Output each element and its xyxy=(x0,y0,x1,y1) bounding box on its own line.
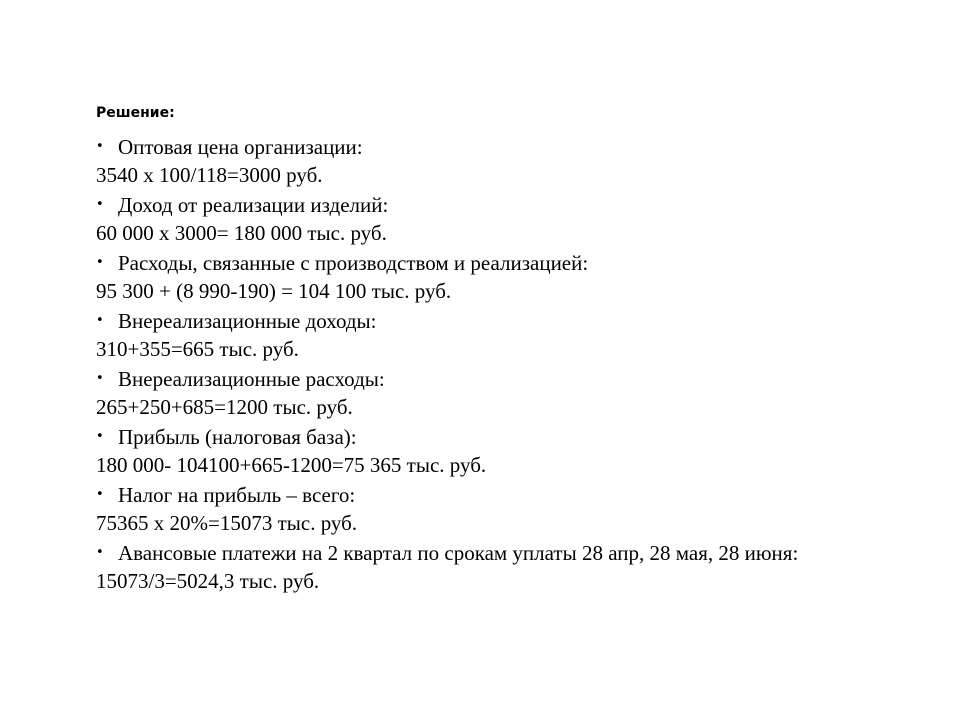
bullet-icon: • xyxy=(96,255,104,270)
bullet-icon: • xyxy=(96,139,104,154)
item-value: 310+355=665 тыс. руб. xyxy=(96,337,299,361)
item-label: Доход от реализации изделий: xyxy=(118,193,389,217)
solution-item xyxy=(96,132,936,190)
bullet-icon: • xyxy=(96,545,104,560)
item-value: 60 000 х 3000= 180 000 тыс. руб. xyxy=(96,221,387,245)
bullet-icon: • xyxy=(96,429,104,444)
item-value: 95 300 + (8 990-190) = 104 100 тыс. руб. xyxy=(96,279,452,303)
solution-heading: Решение: xyxy=(96,105,175,121)
bullet-icon: • xyxy=(96,371,104,386)
item-value: 180 000- 104100+665-1200=75 365 тыс. руб. xyxy=(96,453,487,477)
item-label: Внереализационные расходы: xyxy=(118,367,385,391)
item-value: 15073/3=5024,3 тыс. руб. xyxy=(96,569,320,593)
solution-item xyxy=(96,538,936,596)
solution-item xyxy=(96,306,936,364)
bullet-icon: • xyxy=(96,313,104,328)
bullet-icon: • xyxy=(96,487,104,502)
solution-content xyxy=(96,104,936,596)
solution-item xyxy=(96,190,936,248)
solution-item xyxy=(96,364,936,422)
bullet-icon: • xyxy=(96,197,104,212)
item-label: Авансовые платежи на 2 квартал по срокам уплаты 28 апр, 28 мая, 28 июня: xyxy=(118,541,799,565)
item-value: 75365 х 20%=15073 тыс. руб. xyxy=(96,511,358,535)
item-label: Прибыль (налоговая база): xyxy=(118,425,357,449)
solution-item xyxy=(96,248,936,306)
item-label: Расходы, связанные с производством и реализацией: xyxy=(118,251,589,275)
item-value: 3540 х 100/118=3000 руб. xyxy=(96,163,323,187)
item-label: Внереализационные доходы: xyxy=(118,309,377,333)
item-label: Налог на прибыль – всего: xyxy=(118,483,356,507)
solution-item xyxy=(96,480,936,538)
item-value: 265+250+685=1200 тыс. руб. xyxy=(96,395,353,419)
solution-item xyxy=(96,422,936,480)
item-label: Оптовая цена организации: xyxy=(118,135,363,159)
